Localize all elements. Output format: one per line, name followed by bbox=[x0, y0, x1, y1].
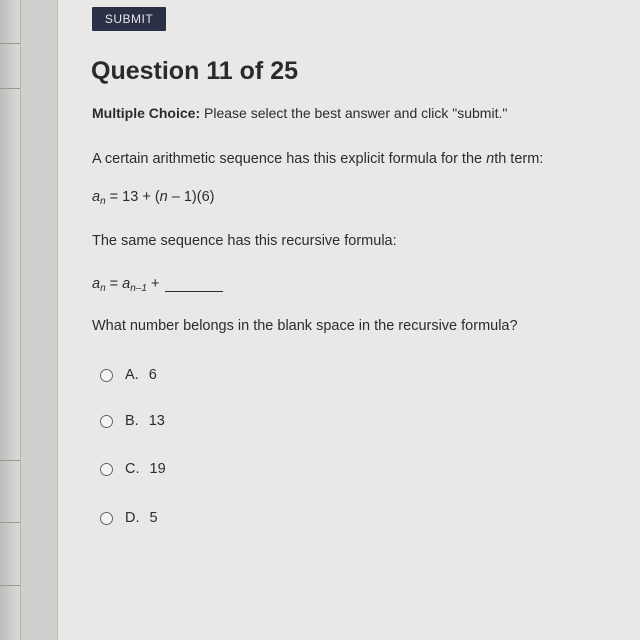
formula-variable: a bbox=[92, 189, 101, 205]
prompt-question: What number belongs in the blank space in the recursive formula? bbox=[92, 318, 518, 334]
formula-subscript: n–1 bbox=[130, 283, 147, 294]
instructions-text: Please select the best answer and click "submit." bbox=[200, 105, 508, 121]
radio-button-icon[interactable] bbox=[100, 369, 113, 382]
instructions bbox=[92, 105, 507, 121]
question-page bbox=[58, 0, 640, 640]
choice-value: 13 bbox=[148, 413, 165, 429]
radio-button-icon[interactable] bbox=[100, 415, 113, 428]
prompt-text: A certain arithmetic sequence has this explicit formula for the bbox=[92, 151, 487, 167]
prompt-variable: n bbox=[486, 151, 495, 167]
choice-letter: C. bbox=[125, 461, 140, 477]
choice-d[interactable] bbox=[100, 508, 158, 528]
formula-text: + bbox=[146, 276, 160, 292]
instructions-label: Multiple Choice: bbox=[92, 105, 201, 121]
radio-button-icon[interactable] bbox=[100, 463, 113, 476]
choice-b[interactable] bbox=[100, 411, 165, 431]
formula-subscript: n bbox=[100, 283, 106, 294]
formula-subscript: n bbox=[100, 196, 106, 207]
recursive-formula bbox=[92, 276, 223, 294]
choice-a[interactable] bbox=[100, 365, 157, 385]
prompt-explicit bbox=[92, 151, 543, 167]
formula-variable: n bbox=[159, 189, 168, 205]
explicit-formula bbox=[92, 189, 214, 207]
choice-value: 5 bbox=[149, 510, 158, 526]
submit-button[interactable]: SUBMIT bbox=[92, 7, 166, 31]
choice-letter: B. bbox=[125, 413, 139, 429]
formula-text: = 13 + ( bbox=[105, 189, 160, 205]
choice-value: 19 bbox=[149, 461, 166, 477]
choice-c[interactable] bbox=[100, 459, 166, 479]
strip-divider bbox=[0, 43, 20, 44]
answer-blank bbox=[165, 279, 223, 292]
left-sidebar-edge bbox=[0, 0, 21, 640]
strip-divider bbox=[0, 522, 20, 523]
radio-button-icon[interactable] bbox=[100, 512, 113, 525]
formula-variable: a bbox=[122, 276, 131, 292]
formula-text: = bbox=[105, 276, 123, 292]
strip-divider bbox=[0, 88, 20, 89]
choice-letter: D. bbox=[125, 510, 140, 526]
prompt-text: th term: bbox=[494, 151, 544, 167]
strip-divider bbox=[0, 585, 20, 586]
question-title: Question 11 of 25 bbox=[91, 57, 299, 85]
prompt-recursive: The same sequence has this recursive formula: bbox=[92, 233, 397, 249]
formula-text: – 1)(6) bbox=[167, 189, 215, 205]
strip-divider bbox=[0, 460, 20, 461]
choice-value: 6 bbox=[148, 367, 157, 383]
formula-variable: a bbox=[92, 276, 101, 292]
choice-letter: A. bbox=[125, 367, 139, 383]
